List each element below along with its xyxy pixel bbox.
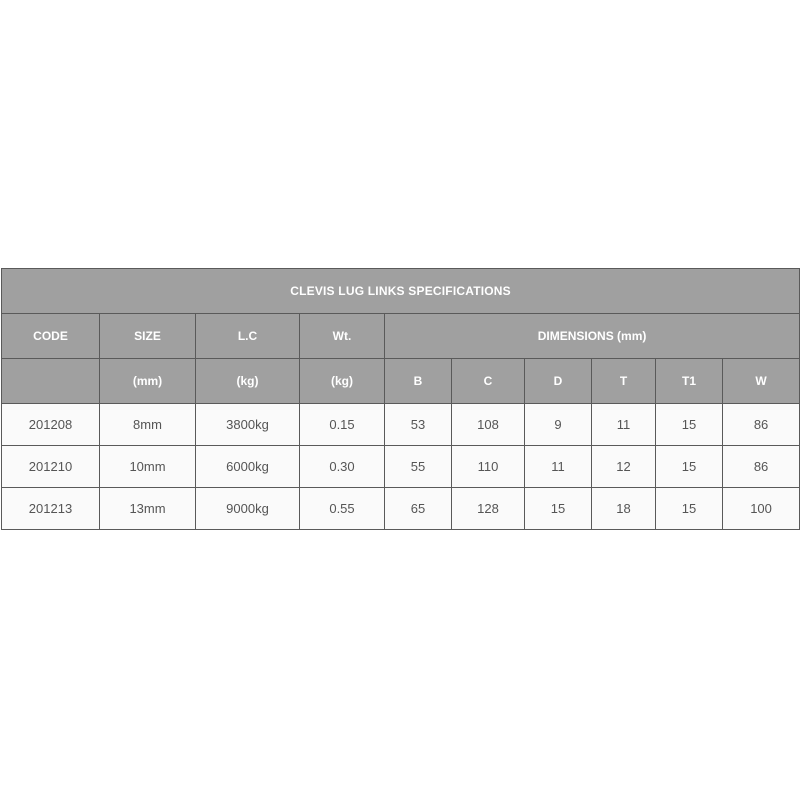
cell-t: 12 — [592, 446, 656, 488]
subheader-wt-unit: (kg) — [300, 359, 385, 404]
cell-size: 10mm — [100, 446, 196, 488]
specifications-table — [1, 268, 800, 530]
table-title: CLEVIS LUG LINKS SPECIFICATIONS — [2, 269, 800, 314]
cell-size: 8mm — [100, 404, 196, 446]
cell-lc: 9000kg — [196, 488, 300, 530]
cell-b: 53 — [385, 404, 452, 446]
cell-size: 13mm — [100, 488, 196, 530]
cell-c: 110 — [452, 446, 525, 488]
subheader-w: W — [723, 359, 800, 404]
cell-code: 201210 — [2, 446, 100, 488]
cell-lc: 6000kg — [196, 446, 300, 488]
cell-t1: 15 — [656, 404, 723, 446]
table-row — [2, 488, 800, 530]
subheader-size-unit: (mm) — [100, 359, 196, 404]
subheader-t: T — [592, 359, 656, 404]
header-size: SIZE — [100, 314, 196, 359]
subheader-b: B — [385, 359, 452, 404]
header-code: CODE — [2, 314, 100, 359]
cell-t: 18 — [592, 488, 656, 530]
cell-c: 108 — [452, 404, 525, 446]
cell-wt: 0.55 — [300, 488, 385, 530]
cell-wt: 0.15 — [300, 404, 385, 446]
header-dimensions: DIMENSIONS (mm) — [385, 314, 800, 359]
specifications-table-container — [1, 268, 799, 530]
subheader-t1: T1 — [656, 359, 723, 404]
header-row-secondary — [2, 359, 800, 404]
subheader-lc-unit: (kg) — [196, 359, 300, 404]
table-title-row — [2, 269, 800, 314]
cell-t1: 15 — [656, 446, 723, 488]
cell-wt: 0.30 — [300, 446, 385, 488]
subheader-d: D — [525, 359, 592, 404]
header-row-primary — [2, 314, 800, 359]
subheader-code — [2, 359, 100, 404]
cell-d: 15 — [525, 488, 592, 530]
cell-b: 65 — [385, 488, 452, 530]
cell-d: 11 — [525, 446, 592, 488]
cell-b: 55 — [385, 446, 452, 488]
cell-d: 9 — [525, 404, 592, 446]
cell-w: 86 — [723, 446, 800, 488]
header-wt: Wt. — [300, 314, 385, 359]
table-row — [2, 404, 800, 446]
cell-code: 201213 — [2, 488, 100, 530]
cell-w: 86 — [723, 404, 800, 446]
table-row — [2, 446, 800, 488]
cell-code: 201208 — [2, 404, 100, 446]
cell-c: 128 — [452, 488, 525, 530]
header-lc: L.C — [196, 314, 300, 359]
cell-t1: 15 — [656, 488, 723, 530]
cell-t: 11 — [592, 404, 656, 446]
subheader-c: C — [452, 359, 525, 404]
cell-w: 100 — [723, 488, 800, 530]
cell-lc: 3800kg — [196, 404, 300, 446]
